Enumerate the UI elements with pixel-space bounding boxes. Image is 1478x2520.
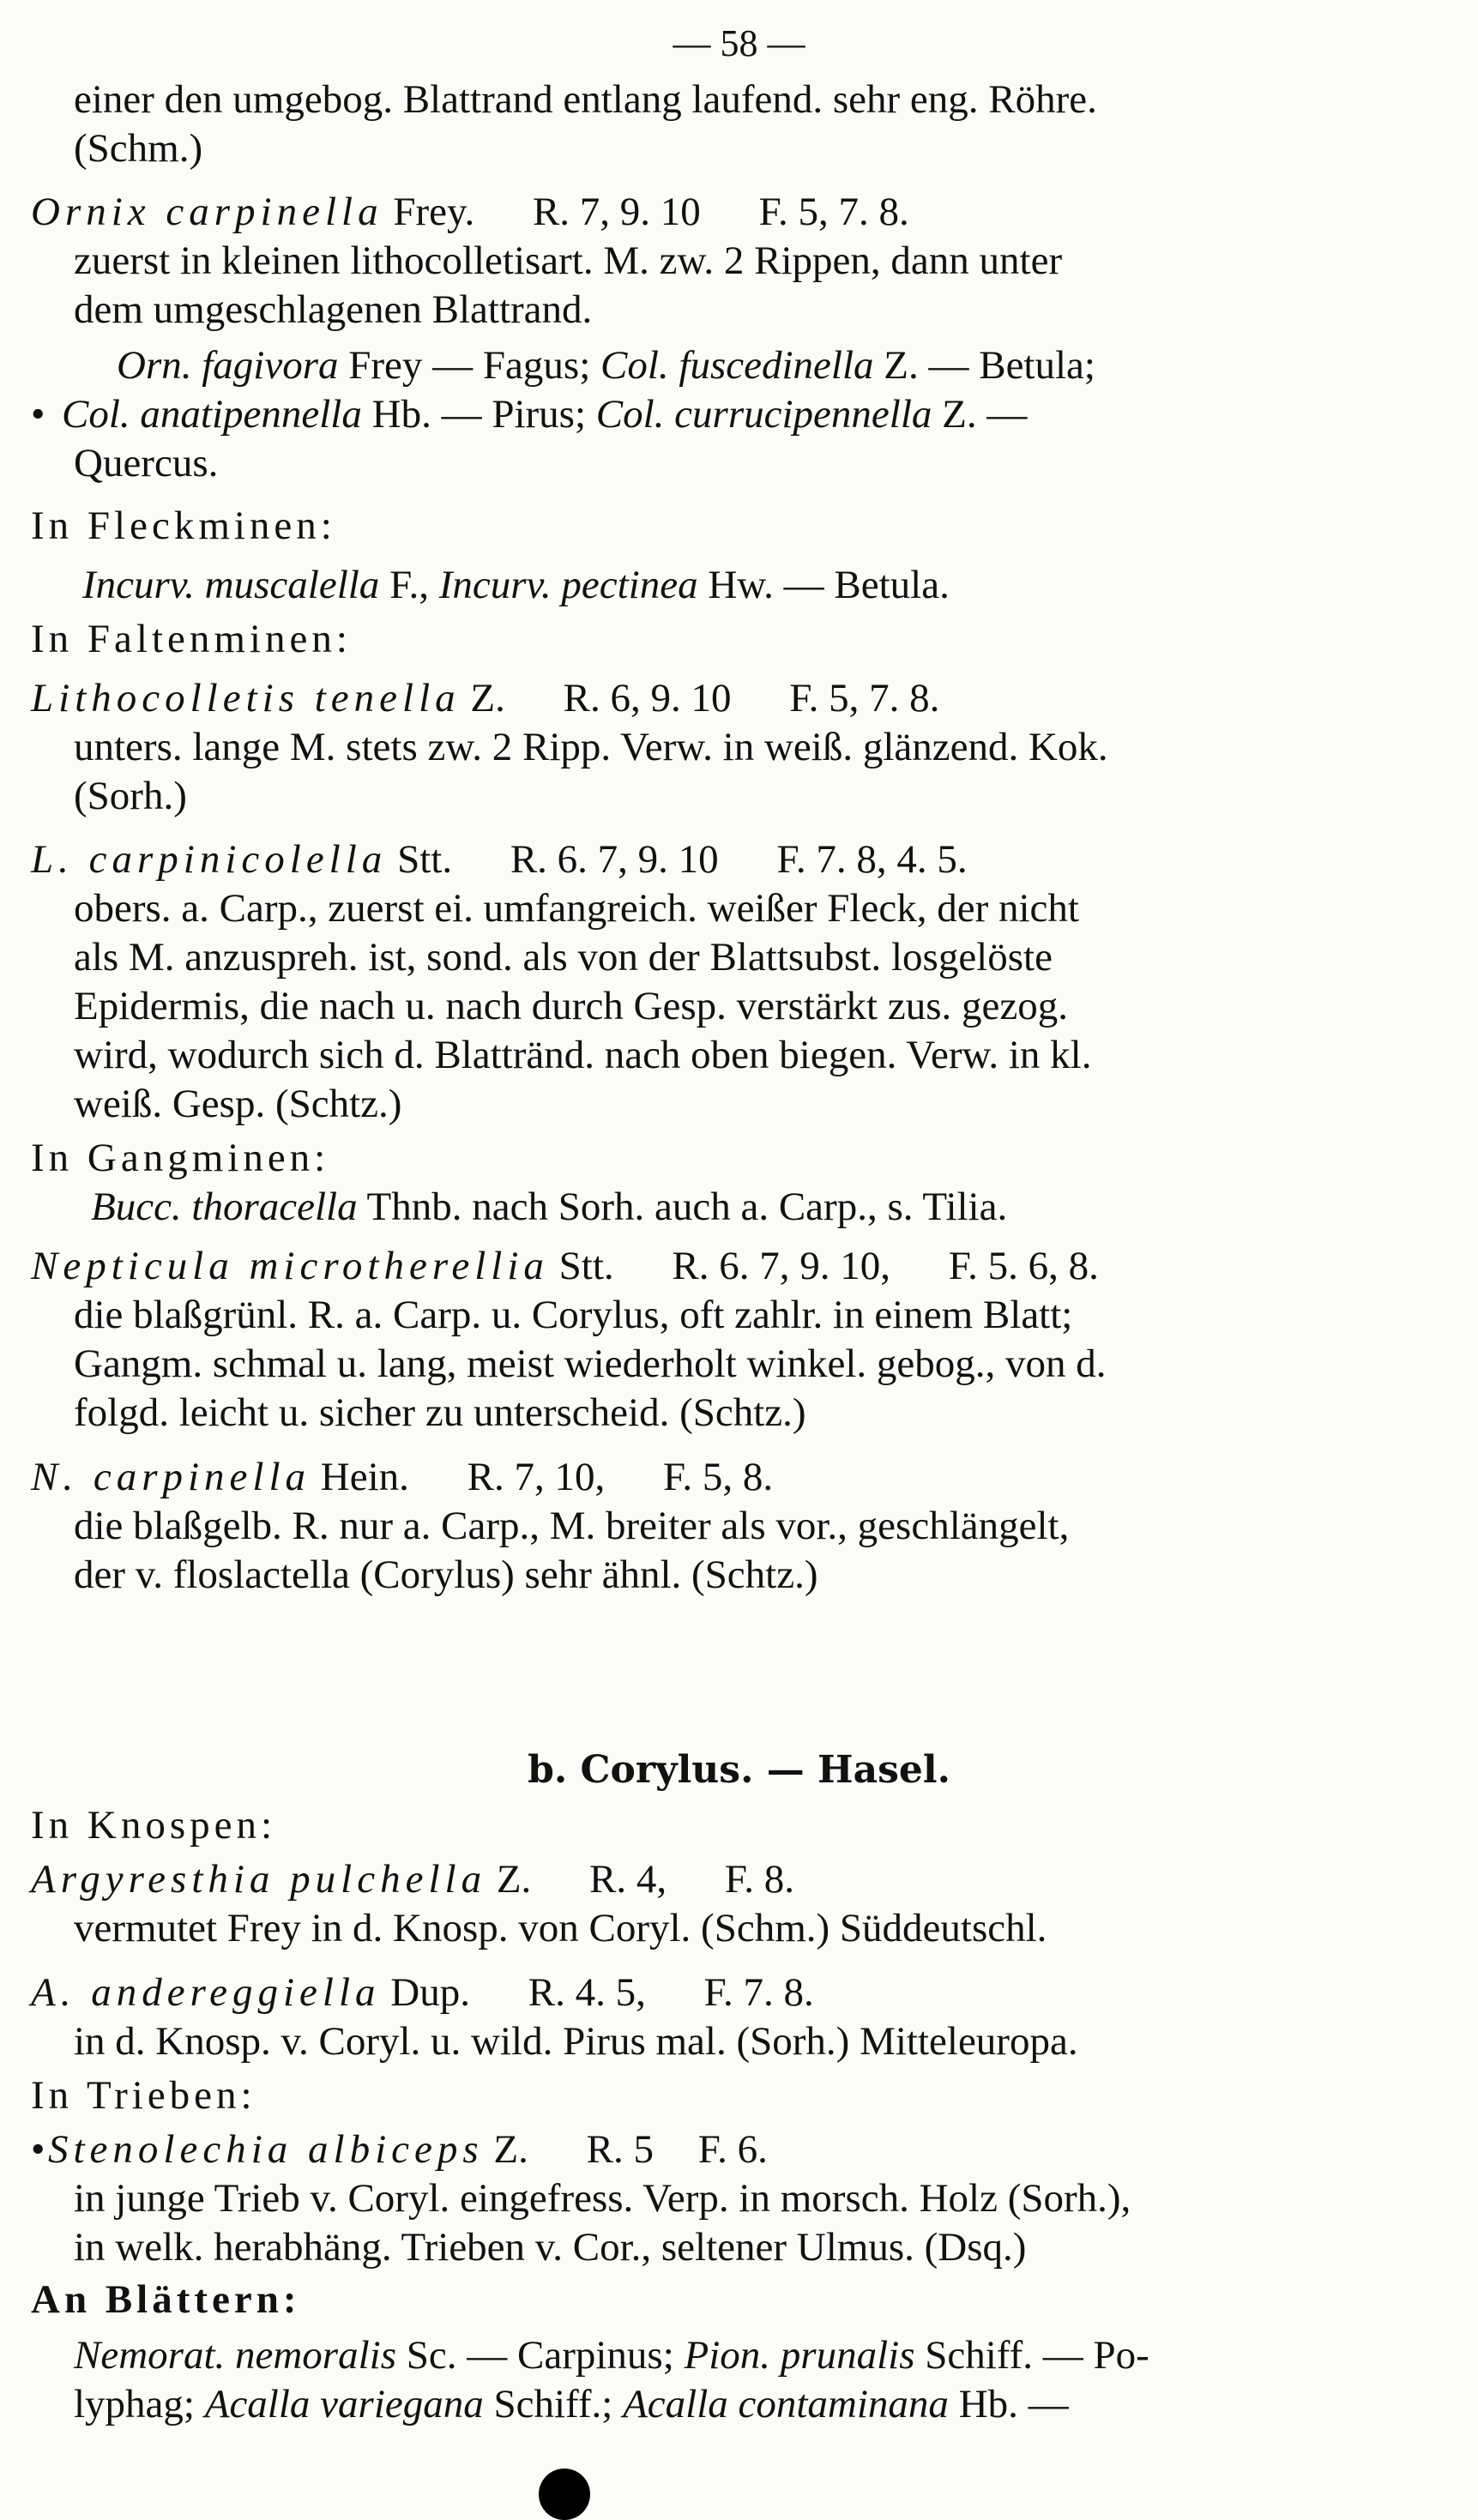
text-line: weiß. Gesp. (Schtz.) bbox=[74, 1082, 402, 1126]
larva-months: R. 4, bbox=[589, 1857, 667, 1902]
heading-faltenminen: In Faltenminen: bbox=[31, 617, 352, 661]
text-span: Thnb. nach Sorh. auch a. Carp., s. Tilia. bbox=[357, 1185, 1008, 1229]
text-line: einer den umgebog. Blattrand entlang laufend. sehr eng. Röhre. bbox=[74, 77, 1097, 122]
text-block-1 bbox=[31, 75, 1435, 1600]
heading-fleckminen: In Fleckminen: bbox=[31, 503, 336, 548]
text-line: unters. lange M. stets zw. 2 Ripp. Verw. in weiß. glänzend. Kok. bbox=[74, 725, 1108, 769]
section-heading: b. Corylus. — Hasel. bbox=[528, 1748, 950, 1792]
larva-months: R. 7, 10, bbox=[467, 1455, 606, 1499]
species-entry-nepticula bbox=[31, 1242, 1435, 1291]
species-author: Hein. bbox=[320, 1455, 409, 1499]
species-ref: Pion. prunalis bbox=[684, 2333, 915, 2378]
heading-blaettern: An Blättern: bbox=[31, 2277, 301, 2322]
text-span: Schiff. — Po- bbox=[914, 2333, 1149, 2378]
text-span: Hb. — bbox=[948, 2382, 1069, 2427]
species-name: Lithocolletis tenella bbox=[31, 676, 461, 720]
species-name: N. carpinella bbox=[31, 1455, 311, 1499]
text-line: in junge Trieb v. Coryl. eingefress. Verp. in morsch. Holz (Sorh.), bbox=[74, 2176, 1131, 2221]
species-ref: Col. fuscedinella bbox=[600, 343, 874, 388]
text-line: (Sorh.) bbox=[74, 774, 187, 818]
moth-months: F. 5, 7. 8. bbox=[758, 190, 909, 234]
text-span: Z. — Betula; bbox=[873, 343, 1095, 388]
heading-gangminen: In Gangminen: bbox=[31, 1136, 330, 1180]
larva-months: R. 6. 7, 9. 10, bbox=[672, 1244, 891, 1288]
moth-months: F. 7. 8, 4. 5. bbox=[776, 837, 968, 882]
species-author: Stt. bbox=[558, 1244, 614, 1288]
species-ref: Nemorat. nemoralis bbox=[74, 2333, 396, 2378]
species-ref: Acalla variegana bbox=[204, 2382, 484, 2427]
species-entry-argyresthia bbox=[31, 1855, 1435, 1904]
species-entry-n-carpinella bbox=[31, 1453, 1435, 1502]
text-line: vermutet Frey in d. Knosp. von Coryl. (Schm.) Süddeutschl. bbox=[74, 1906, 1047, 1950]
species-name: A. andereggiella bbox=[31, 1970, 381, 2015]
text-line: die blaßgrünl. R. a. Carp. u. Corylus, oft zahlr. in einem Blatt; bbox=[74, 1293, 1073, 1337]
species-author: Z. bbox=[493, 2127, 528, 2172]
text-line bbox=[31, 2380, 1435, 2429]
species-author: Z. bbox=[496, 1857, 532, 1902]
text-line bbox=[31, 341, 1435, 390]
text-line: obers. a. Carp., zuerst ei. umfangreich. weißer Fleck, der nicht bbox=[74, 886, 1079, 931]
moth-months: F. 6. bbox=[697, 2127, 768, 2172]
text-span: F., bbox=[379, 563, 439, 607]
text-span: Schiff.; bbox=[483, 2382, 624, 2427]
text-block-2 bbox=[31, 1801, 1435, 2429]
text-line bbox=[31, 390, 1435, 439]
text-span: Frey — Fagus; bbox=[338, 343, 600, 388]
species-author: Dup. bbox=[390, 1970, 470, 2015]
moth-months: F. 5, 8. bbox=[663, 1455, 774, 1499]
species-author: Stt. bbox=[397, 837, 453, 882]
text-line: in welk. herabhäng. Trieben v. Cor., seltener Ulmus. (Dsq.) bbox=[74, 2225, 1027, 2270]
text-line: dem umgeschlagenen Blattrand. bbox=[74, 287, 593, 332]
species-entry-andereggiella bbox=[31, 1968, 1435, 2017]
text-line: zuerst in kleinen lithocolletisart. M. zw. 2 Rippen, dann unter bbox=[74, 238, 1063, 283]
text-line bbox=[31, 2331, 1435, 2380]
text-span: Hb. — Pirus; bbox=[361, 392, 596, 437]
species-ref: Col. anatipennella bbox=[62, 392, 362, 437]
heading-trieben: In Trieben: bbox=[31, 2073, 256, 2118]
species-entry-ornix bbox=[31, 188, 1435, 237]
page-number: — 58 — bbox=[673, 22, 805, 64]
text-line: folgd. leicht u. sicher zu unterscheid. (Schtz.) bbox=[74, 1390, 806, 1435]
text-line: als M. anzuspreh. ist, sond. als von der Blattsubst. losgelöste bbox=[74, 935, 1053, 980]
text-line: der v. floslactella (Corylus) sehr ähnl. (Schtz.) bbox=[74, 1552, 818, 1597]
text-span: Sc. — Carpinus; bbox=[396, 2333, 685, 2378]
ink-blot bbox=[539, 2469, 590, 2520]
species-name: Ornix carpinella bbox=[31, 190, 383, 234]
species-ref: Orn. fagivora bbox=[117, 343, 339, 388]
moth-months: F. 5. 6, 8. bbox=[948, 1244, 1099, 1288]
larva-months: R. 5 bbox=[586, 2127, 654, 2172]
text-line: (Schm.) bbox=[74, 126, 203, 171]
species-name: L. carpinicolella bbox=[31, 837, 388, 882]
species-ref: Col. currucipennella bbox=[595, 392, 932, 437]
species-ref: Incurv. muscalella bbox=[82, 563, 380, 607]
text-span: lyphag; bbox=[74, 2382, 205, 2427]
larva-months: R. 6, 9. 10 bbox=[563, 676, 732, 720]
larva-months: R. 4. 5, bbox=[528, 1970, 646, 2015]
text-line bbox=[31, 561, 1435, 610]
larva-months: R. 7, 9. 10 bbox=[532, 190, 701, 234]
species-name: Nepticula microtherellia bbox=[31, 1244, 549, 1288]
moth-months: F. 7. 8. bbox=[703, 1970, 814, 2015]
heading-knospen: In Knospen: bbox=[31, 1803, 277, 1848]
species-name: Stenolechia albiceps bbox=[48, 2127, 484, 2172]
moth-months: F. 8. bbox=[724, 1857, 795, 1902]
text-line: Quercus. bbox=[74, 441, 219, 485]
text-span: Hw. — Betula. bbox=[697, 563, 950, 607]
text-line: die blaßgelb. R. nur a. Carp., M. breiter als vor., geschlängelt, bbox=[74, 1504, 1070, 1548]
text-line: Epidermis, die nach u. nach durch Gesp. verstärkt zus. gezog. bbox=[74, 984, 1068, 1028]
text-line bbox=[31, 1183, 1435, 1232]
text-line: Gangm. schmal u. lang, meist wiederholt winkel. gebog., von d. bbox=[74, 1341, 1107, 1386]
species-name: Argyresthia pulchella bbox=[31, 1857, 487, 1902]
species-ref: Bucc. thoracella bbox=[91, 1185, 358, 1229]
species-entry-lithocolletis bbox=[31, 674, 1435, 723]
species-ref: Acalla contaminana bbox=[623, 2382, 949, 2427]
species-author: Frey. bbox=[393, 190, 475, 234]
text-line: in d. Knosp. v. Coryl. u. wild. Pirus mal. (Sorh.) Mitteleuropa. bbox=[74, 2019, 1078, 2064]
larva-months: R. 6. 7, 9. 10 bbox=[510, 837, 719, 882]
bullet-mark: • bbox=[31, 392, 45, 437]
species-entry-stenolechia bbox=[31, 2125, 1435, 2174]
text-line: wird, wodurch sich d. Blattränd. nach oben biegen. Verw. in kl. bbox=[74, 1033, 1092, 1077]
species-ref: Incurv. pectinea bbox=[438, 563, 698, 607]
text-span: Z. — bbox=[932, 392, 1028, 437]
bullet-mark: • bbox=[31, 2127, 45, 2172]
species-author: Z. bbox=[470, 676, 505, 720]
species-entry-carpinicolella bbox=[31, 835, 1435, 884]
moth-months: F. 5, 7. 8. bbox=[789, 676, 940, 720]
